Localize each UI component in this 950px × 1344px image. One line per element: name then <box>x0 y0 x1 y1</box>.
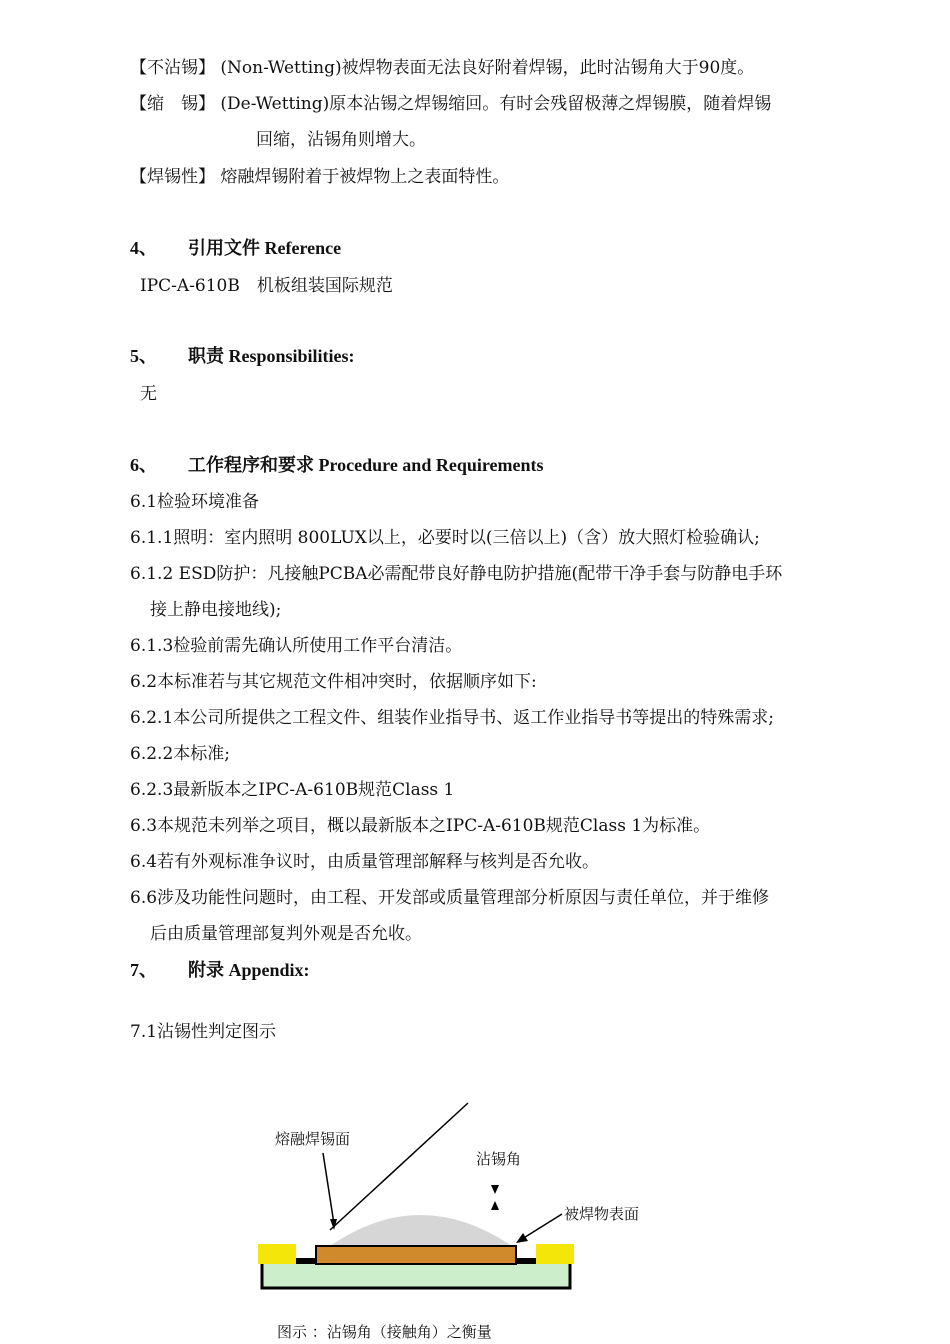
angle-marker-down <box>491 1185 499 1194</box>
term-label: 【缩 锡】 <box>130 94 215 114</box>
right-pad <box>536 1244 574 1264</box>
definition-non-wetting <box>130 57 754 79</box>
definition-text: (De-Wetting)原本沾锡之焊锡缩回。有时会残留极薄之焊锡膜，随着焊锡 <box>220 94 772 114</box>
solder-dome <box>330 1215 512 1246</box>
section-number: 5、 <box>130 346 157 366</box>
component-body <box>316 1246 516 1264</box>
angle-marker-up <box>491 1201 499 1210</box>
section-title: 职责 Responsibilities: <box>188 346 355 366</box>
item-6-6: 6.6涉及功能性问题时，由工程、开发部或质量管理部分析原因与责任单位，并于维修 <box>130 888 770 908</box>
item-6-1-2: 6.1.2 ESD防护：凡接触PCBA必需配带良好静电防护措施(配带干净手套与防静电手环 <box>130 564 783 584</box>
definition-solderability <box>130 166 509 188</box>
definition-de-wetting <box>130 93 771 115</box>
section-4-body: IPC-A-610B 机板组装国际规范 <box>140 276 393 296</box>
section-4-heading <box>130 237 341 259</box>
figure-caption: 图示 ：沾锡角（接触角）之衡量 <box>277 1323 492 1341</box>
item-7-1: 7.1沾锡性判定图示 <box>130 1022 277 1042</box>
item-6-3: 6.3本规范未列举之项目，概以最新版本之IPC-A-610B规范Class 1为标准。 <box>130 816 711 836</box>
section-title: 引用文件 Reference <box>188 238 342 258</box>
section-6-heading <box>130 454 544 476</box>
section-5-heading <box>130 345 355 367</box>
label-molten-solder: 熔融焊锡面 <box>275 1130 351 1148</box>
item-6-6-continuation: 后由质量管理部复判外观是否允收。 <box>150 924 422 944</box>
molten-pointer <box>323 1153 334 1224</box>
item-6-2: 6.2本标准若与其它规范文件相冲突时，依据顺序如下: <box>130 672 537 692</box>
section-number: 6、 <box>130 455 157 475</box>
wetting-angle-diagram <box>250 1095 670 1344</box>
item-6-1-2-continuation: 接上静电接地线); <box>150 600 282 620</box>
term-label: 【不沾锡】 <box>130 58 215 78</box>
definition-text: 熔融焊锡附着于被焊物上之表面特性。 <box>220 167 510 187</box>
item-6-4: 6.4若有外观标准争议时，由质量管理部解释与核判是否允收。 <box>130 852 600 872</box>
section-7-heading <box>130 959 310 981</box>
definition-text: (Non-Wetting)被焊物表面无法良好附着焊锡，此时沾锡角大于90度。 <box>220 58 755 78</box>
left-pad <box>258 1244 296 1264</box>
item-6-2-2: 6.2.2本标准; <box>130 744 230 764</box>
item-6-1-3: 6.1.3检验前需先确认所使用工作平台清洁。 <box>130 636 463 656</box>
substrate <box>262 1262 570 1288</box>
label-soldered-surface: 被焊物表面 <box>564 1205 640 1223</box>
section-number: 7、 <box>130 960 157 980</box>
surface-pointer-arrowhead <box>516 1233 528 1243</box>
item-6-2-1: 6.2.1本公司所提供之工程文件、组装作业指导书、返工作业指导书等提出的特殊需求; <box>130 708 774 728</box>
term-label: 【焊锡性】 <box>130 167 215 187</box>
section-title: 工作程序和要求 Procedure and Requirements <box>188 455 544 475</box>
label-wetting-angle: 沾锡角 <box>476 1150 522 1168</box>
tangent-line <box>330 1103 468 1230</box>
item-6-1-1: 6.1.1照明：室内照明 800LUX以上，必要时以(三倍以上)（含）放大照灯检验确认; <box>130 528 760 548</box>
surface-pointer <box>522 1214 562 1239</box>
item-6-1: 6.1检验环境准备 <box>130 492 260 512</box>
section-title: 附录 Appendix: <box>188 960 310 980</box>
section-number: 4、 <box>130 238 157 258</box>
section-5-body: 无 <box>140 384 157 404</box>
item-6-2-3: 6.2.3最新版本之IPC-A-610B规范Class 1 <box>130 780 455 800</box>
definition-continuation: 回缩，沾锡角则增大。 <box>256 130 426 150</box>
